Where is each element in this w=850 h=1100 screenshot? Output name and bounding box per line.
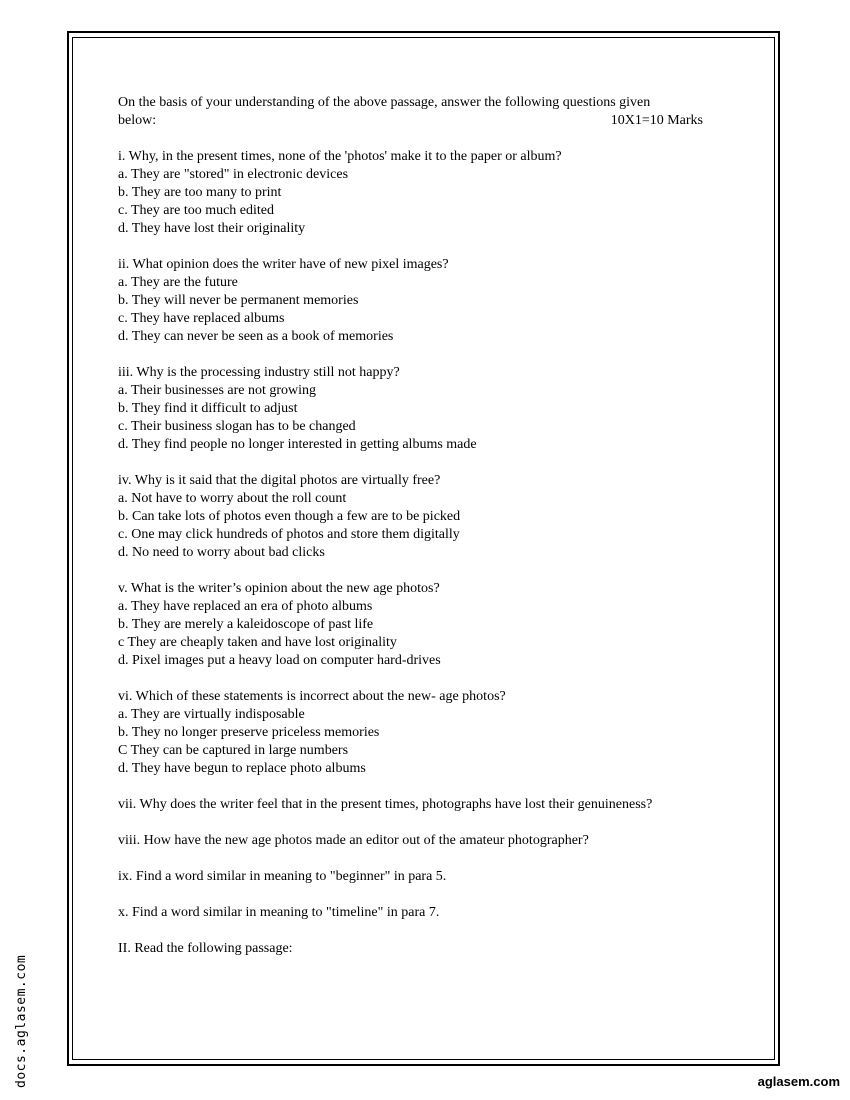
question-block: [118, 868, 730, 886]
answer-option: a. They have replaced an era of photo albums: [118, 599, 373, 614]
answer-option: d. They have begun to replace photo albums: [118, 761, 366, 776]
answer-option: b. They no longer preserve priceless memories: [118, 725, 380, 740]
answer-option: c. They are too much edited: [118, 203, 275, 218]
answer-option: a. They are "stored" in electronic devices: [118, 167, 349, 182]
answer-option: b. They are merely a kaleidoscope of past life: [118, 617, 374, 632]
answer-option: c. Their business slogan has to be changed: [118, 419, 356, 434]
answer-option: a. They are the future: [118, 275, 238, 290]
question-text: ix. Find a word similar in meaning to "beginner" in para 5.: [118, 869, 447, 884]
question-text: i. Why, in the present times, none of the 'photos' make it to the paper or album?: [118, 149, 562, 164]
question-block: [118, 148, 730, 238]
question-block: [118, 940, 730, 958]
marks-label: 10X1=10 Marks: [610, 113, 703, 128]
answer-option: d. They have lost their originality: [118, 221, 306, 236]
question-text: ii. What opinion does the writer have of new pixel images?: [118, 257, 449, 272]
answer-option: C They can be captured in large numbers: [118, 743, 349, 758]
question-list: [118, 148, 730, 958]
answer-option: b. Can take lots of photos even though a few are to be picked: [118, 509, 461, 524]
question-text: v. What is the writer’s opinion about the new age photos?: [118, 581, 440, 596]
question-text: II. Read the following passage:: [118, 941, 293, 956]
answer-option: c They are cheaply taken and have lost originality: [118, 635, 397, 650]
question-text: iv. Why is it said that the digital photos are virtually free?: [118, 473, 441, 488]
question-block: [118, 472, 730, 562]
answer-option: d. Pixel images put a heavy load on computer hard-drives: [118, 653, 441, 668]
answer-option: d. They can never be seen as a book of memories: [118, 329, 394, 344]
answer-option: c. One may click hundreds of photos and store them digitally: [118, 527, 460, 542]
question-text: x. Find a word similar in meaning to "timeline" in para 7.: [118, 905, 440, 920]
watermark-text: docs.aglasem.com: [14, 954, 29, 1088]
answer-option: d. They find people no longer interested in getting albums made: [118, 437, 477, 452]
question-text: iii. Why is the processing industry still not happy?: [118, 365, 400, 380]
question-block: [118, 832, 730, 850]
question-block: [118, 256, 730, 346]
answer-option: b. They find it difficult to adjust: [118, 401, 298, 416]
instructions-line: On the basis of your understanding of the above passage, answer the following questions given: [118, 95, 651, 110]
question-block: [118, 796, 730, 814]
question-block: [118, 688, 730, 778]
question-text: viii. How have the new age photos made an editor out of the amateur photographer?: [118, 833, 589, 848]
answer-option: d. No need to worry about bad clicks: [118, 545, 325, 560]
answer-option: a. Not have to worry about the roll count: [118, 491, 347, 506]
instructions: [118, 94, 730, 130]
instructions-row: [118, 112, 730, 130]
answer-option: a. Their businesses are not growing: [118, 383, 317, 398]
question-block: [118, 364, 730, 454]
site-label: aglasem.com: [757, 1074, 840, 1089]
answer-option: b. They will never be permanent memories: [118, 293, 359, 308]
instructions-line-end: below:: [118, 113, 157, 128]
answer-option: b. They are too many to print: [118, 185, 282, 200]
question-block: [118, 580, 730, 670]
answer-option: a. They are virtually indisposable: [118, 707, 305, 722]
question-block: [118, 904, 730, 922]
question-text: vi. Which of these statements is incorrect about the new- age photos?: [118, 689, 506, 704]
answer-option: c. They have replaced albums: [118, 311, 285, 326]
question-text: vii. Why does the writer feel that in the present times, photographs have lost their genuineness?: [118, 797, 653, 812]
document-content: [118, 94, 730, 958]
